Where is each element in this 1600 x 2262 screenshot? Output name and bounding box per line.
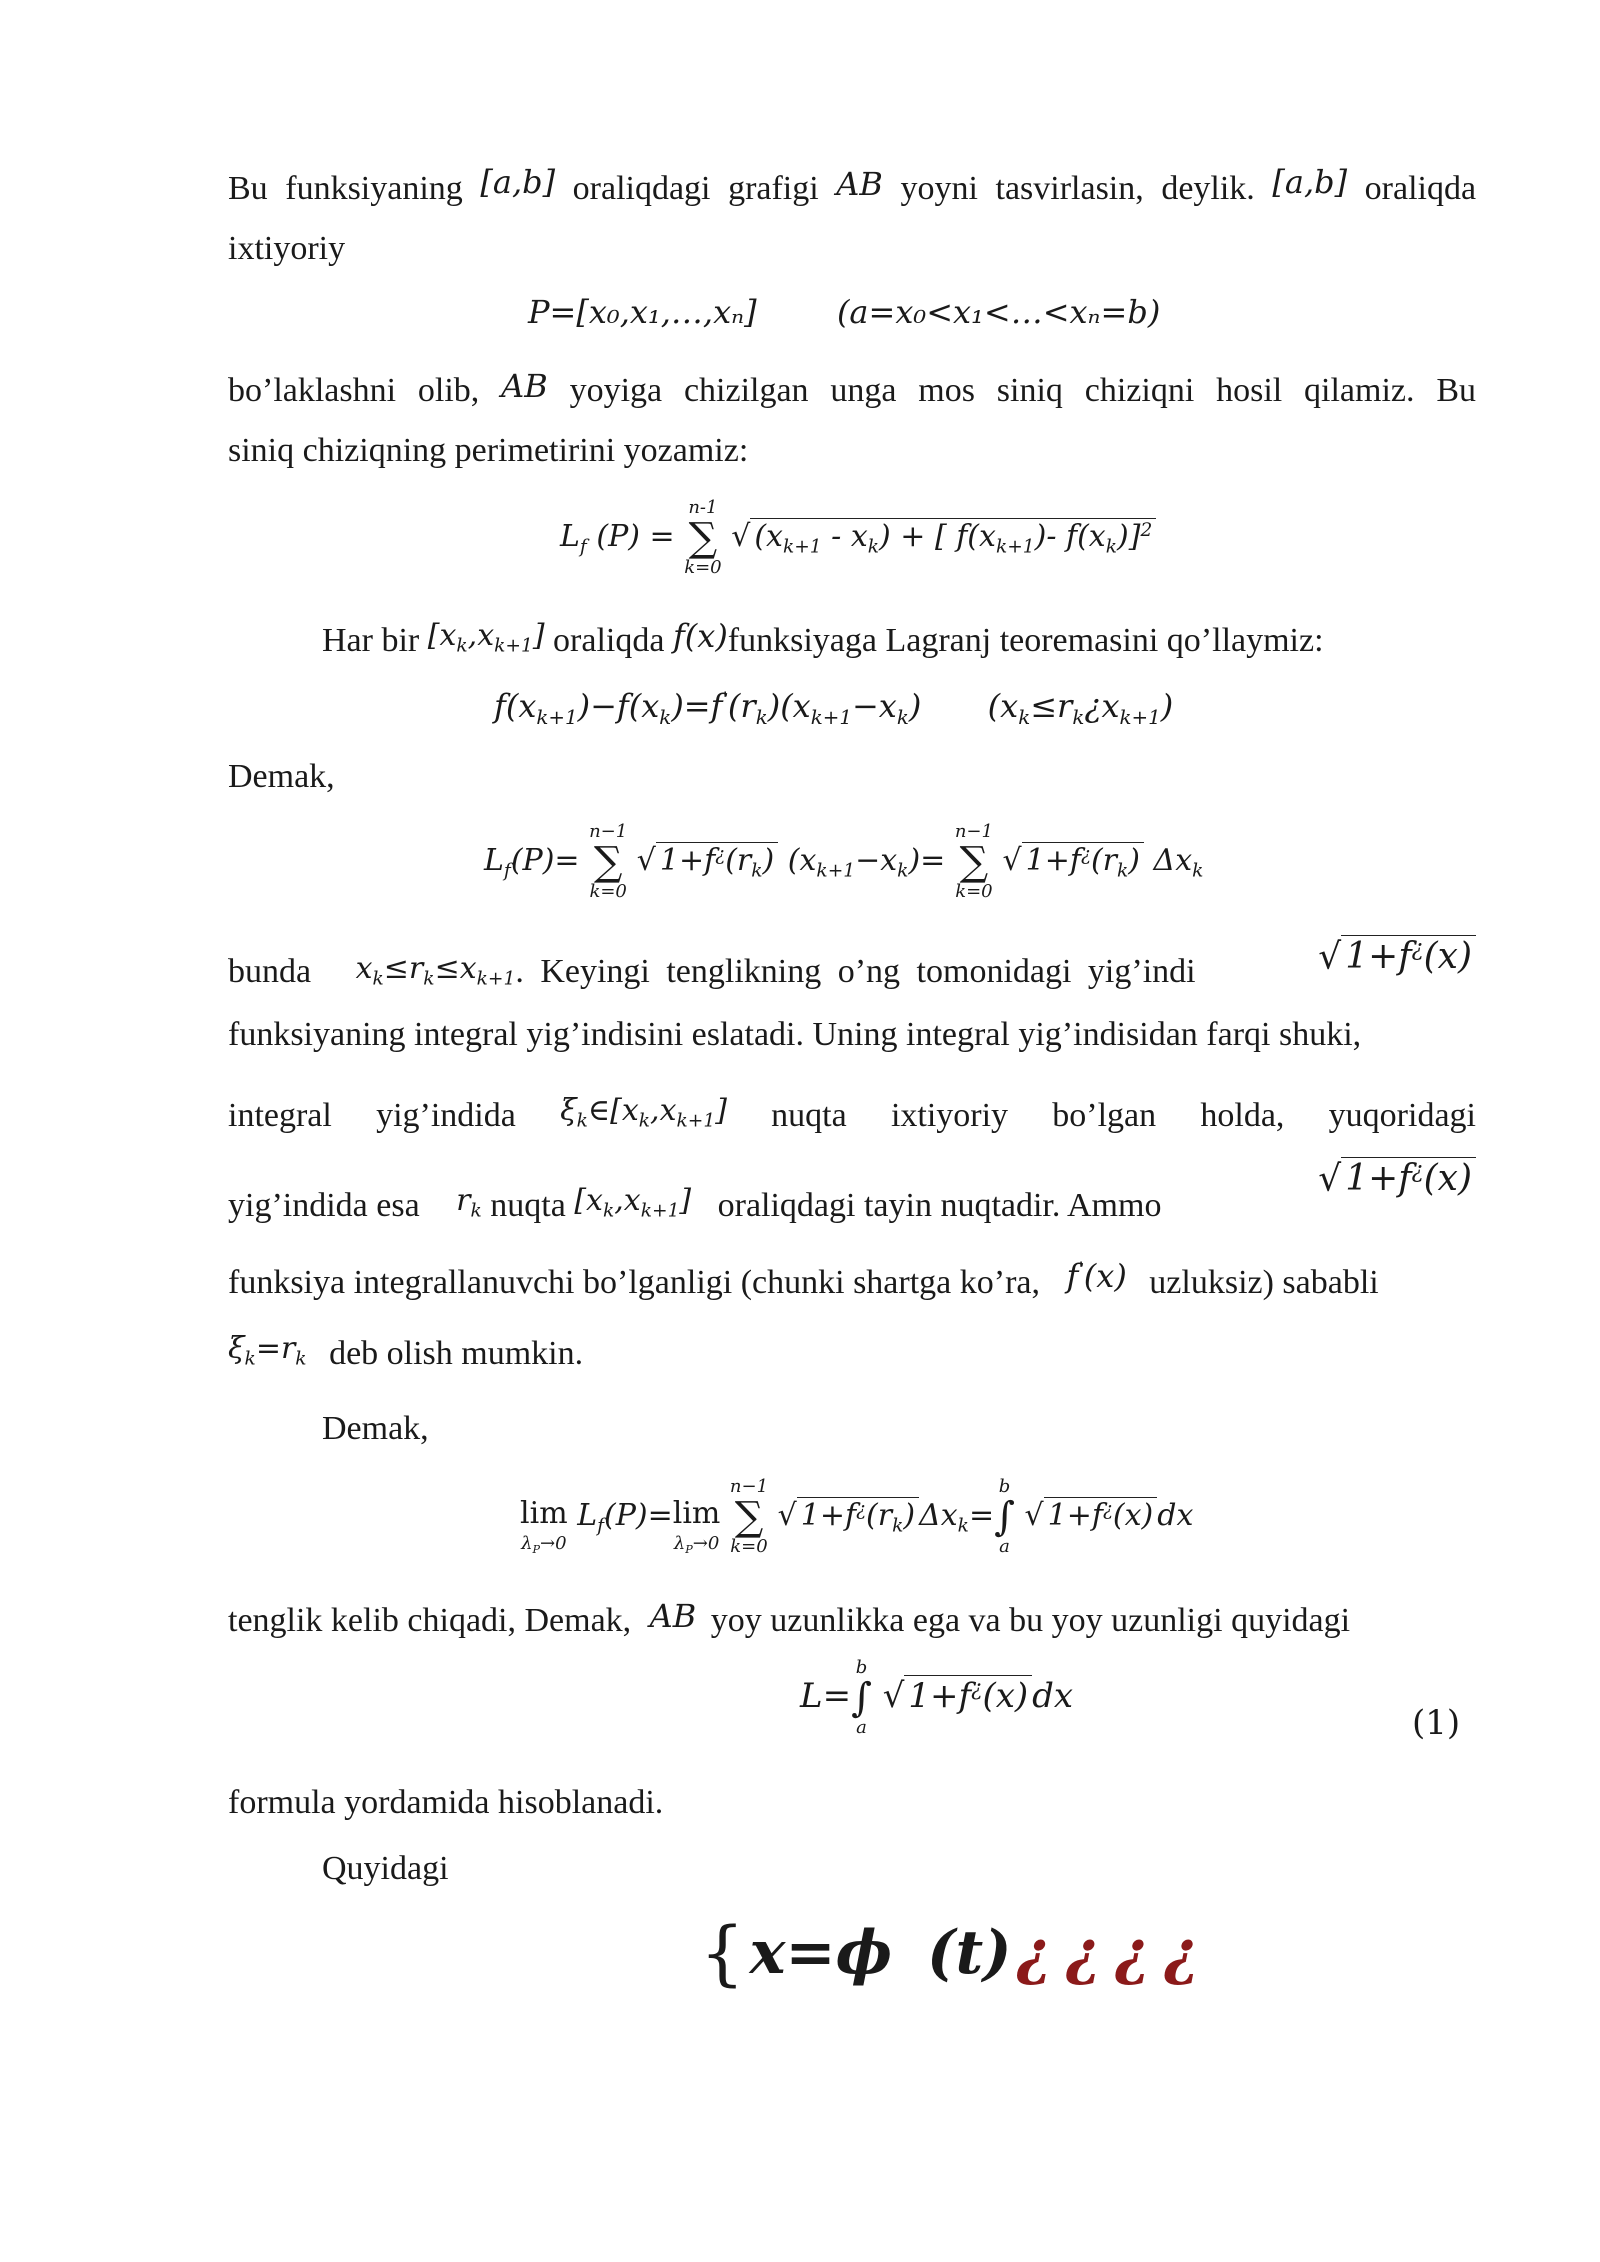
- text: uzluksiz) sababli: [1149, 1264, 1379, 1301]
- subscript: k: [957, 1515, 969, 1537]
- text: tenglik kelib chiqadi, Demak,: [228, 1602, 632, 1639]
- text: )−f(x: [577, 687, 660, 725]
- text: 1+f: [908, 1676, 972, 1716]
- text: Har bir: [322, 622, 420, 659]
- superscript: ¿: [715, 843, 726, 865]
- text: lim: [672, 1496, 721, 1531]
- subscript: k+1: [1119, 705, 1161, 729]
- text: ]: [715, 1093, 727, 1128]
- subscript: f: [579, 536, 587, 558]
- text: oraliqdagi tayin nuqtadir. Ammo: [717, 1187, 1162, 1224]
- subscript: k+1: [810, 705, 852, 729]
- text: ,x: [614, 1183, 641, 1218]
- paragraph-4-line-4: [228, 1158, 1476, 1224]
- paragraph-4-line-1: [228, 936, 1476, 990]
- radicand: [904, 1675, 1032, 1716]
- xi-membership: [560, 1093, 727, 1132]
- demak-1: Demak,: [228, 758, 335, 795]
- text: dx: [1032, 1676, 1074, 1716]
- sqrt-expression: √ 1+f¿(x): [1318, 1160, 1476, 1197]
- text: yig’indida esa: [228, 1187, 420, 1224]
- text: 1+f: [1047, 1497, 1103, 1533]
- text: Bu funksiyaning: [228, 170, 463, 207]
- subscript: k: [576, 1110, 588, 1132]
- text: ,x: [467, 618, 495, 653]
- integral-operator: b ∫ a: [994, 1475, 1015, 1557]
- function-fx: f(x): [672, 617, 728, 655]
- text: )- f(x: [1034, 519, 1106, 554]
- subscript: k: [423, 968, 435, 990]
- text: 1+f: [659, 843, 716, 878]
- text: (x: [787, 843, 817, 878]
- radicand: [656, 842, 778, 882]
- text: ): [762, 843, 775, 878]
- sum-operator-2: n−1 ∑ k=0: [954, 821, 993, 902]
- text: . Keyingi tenglikning o’ng tomonidagi yig’indi: [515, 953, 1196, 990]
- sum-lower: k=0: [955, 881, 993, 902]
- length-formula: L= b ∫ a √ 1+f¿(x) dx: [800, 1657, 1074, 1738]
- text: ): [1160, 687, 1174, 725]
- superscript: ¿: [856, 1498, 867, 1520]
- subscript: k+1: [476, 968, 516, 990]
- sum-lower: k=0: [730, 1535, 768, 1557]
- text: ,x: [650, 1093, 677, 1128]
- text: →0: [692, 1533, 720, 1554]
- text: (x): [982, 1676, 1029, 1716]
- sum-lower: k=0: [589, 881, 627, 902]
- text: (P)=: [604, 1497, 673, 1533]
- text: −x: [855, 843, 898, 878]
- radicand: [1044, 1497, 1158, 1533]
- text: nuqta ixtiyoriy bo’lgan holda, yuqoridagi: [771, 1097, 1476, 1134]
- limit-equation: lim $\lambda_P\to 0$ $L_f(P)=$ lim $\lambda_P\to 0$ n−1 ∑ k=0 √ $1+f^¿(r_k)$ $\Delta x_k=$ b ∫ a √ 1+f¿(x) dx: [520, 1474, 1193, 1560]
- text: )]: [1117, 519, 1141, 554]
- demak-2: Demak,: [322, 1410, 429, 1447]
- partition-set: P=[x₀,x₁,…,xₙ]: [528, 293, 757, 331]
- paragraph-1-line-2: ixtiyoriy: [228, 230, 346, 267]
- subscript: P: [685, 1542, 693, 1556]
- text: 1+f: [1345, 936, 1412, 978]
- text: bo’laklashni olib,: [228, 372, 480, 409]
- sum-operator: n-1 ∑ k=0: [684, 497, 722, 578]
- subscript: f: [597, 1515, 604, 1537]
- text: f: [1066, 1257, 1079, 1295]
- subscript: k+1: [536, 705, 578, 729]
- text: yoy uzunlikka ega va bu yoy uzunligi quyidagi: [710, 1602, 1351, 1639]
- paragraph-2-line-1: [228, 367, 1476, 409]
- perimeter-equation: $L_f$ (P) = n-1 ∑ k=0 √ $(x_{k+1} - x_k)$ + [ $f(x_{k+1})-$ $f(x_k)]^2$: [560, 498, 1156, 578]
- subscript: k: [456, 635, 468, 657]
- text: (x): [1083, 1257, 1127, 1295]
- equation-number: (1): [1412, 1703, 1461, 1743]
- text: funksiya integrallanuvchi bo’lganligi (chunki shartga ko’ra,: [228, 1264, 1040, 1301]
- superscript: ¿: [1102, 1498, 1113, 1520]
- f-prime-x: [1066, 1257, 1126, 1295]
- text: yoyiga chizilgan unga mos siniq chiziqni hosil qilamiz. Bu: [569, 372, 1476, 409]
- subscript: k: [1117, 860, 1129, 882]
- text: (r: [1090, 843, 1117, 878]
- param-x: x=ϕ (t): [749, 1918, 1012, 1988]
- paragraph-5: [228, 1597, 1351, 1639]
- sqrt-expression: √ 1+f¿(x): [1318, 938, 1476, 975]
- text: (P)=: [510, 843, 580, 878]
- subscript: k+1: [640, 1200, 680, 1222]
- superscript: ¿: [971, 1675, 983, 1701]
- radicand: [797, 1497, 919, 1537]
- partition-condition: (a=x₀<x₁<…<xₙ=b): [836, 293, 1161, 331]
- subscript: k: [602, 1200, 615, 1222]
- text: bunda: [228, 953, 312, 990]
- subscript: k: [638, 1110, 651, 1132]
- radicand: [750, 518, 1156, 558]
- paragraph-6: formula yordamida hisoblanadi.: [228, 1784, 664, 1821]
- paragraph-4-line-5: [228, 1257, 1498, 1301]
- sum-upper: n−1: [729, 1475, 769, 1497]
- text: integral yig’indida: [228, 1097, 516, 1134]
- text: lim: [520, 1496, 568, 1531]
- text: λ: [521, 1533, 533, 1554]
- text: (x): [1423, 936, 1472, 978]
- subscript: k: [372, 968, 384, 990]
- subscript: k: [751, 860, 763, 882]
- text: λ: [673, 1533, 686, 1554]
- text: (r: [727, 687, 756, 725]
- integral-upper: b: [855, 1657, 868, 1678]
- paragraph-1-line-1: [228, 163, 1477, 207]
- sum-operator: n−1 ∑ k=0: [729, 1475, 769, 1557]
- subscript: k+1: [995, 536, 1035, 558]
- text: (x): [1112, 1497, 1154, 1533]
- superscript: ': [722, 688, 728, 712]
- text: yoyni tasvirlasin, deylik.: [900, 170, 1255, 207]
- text: ]: [532, 618, 545, 653]
- subscript: k: [1018, 705, 1031, 729]
- arc-ab: AB: [649, 1597, 697, 1635]
- paragraph-7: Quyidagi: [322, 1850, 449, 1887]
- text: −x: [851, 687, 897, 725]
- text: [x: [427, 618, 457, 653]
- subscript: P: [532, 1542, 541, 1556]
- text: f(x: [494, 687, 537, 725]
- text: (x: [987, 687, 1019, 725]
- integral-lower: a: [999, 1535, 1010, 1557]
- sum-lower: k=0: [684, 557, 722, 578]
- render-artifact: ¿¿¿¿: [1016, 1918, 1214, 1988]
- text: (x: [754, 519, 783, 554]
- text: 1+f: [1025, 843, 1081, 878]
- text: oraliqdagi grafigi: [572, 170, 819, 207]
- text: (r: [866, 1497, 893, 1533]
- text: deb olish mumkin.: [329, 1335, 584, 1372]
- text: (x): [1423, 1158, 1472, 1200]
- text: ]: [679, 1183, 692, 1218]
- text: →0: [540, 1533, 567, 1554]
- text: oraliqda: [553, 622, 665, 659]
- text: )(x: [767, 687, 811, 725]
- paragraph-4-line-3: [228, 1093, 1476, 1134]
- subscript: k: [1192, 860, 1204, 882]
- subscript: k: [295, 1348, 307, 1370]
- text: funksiyaga Lagranj teoremasini qo’llaymiz:: [727, 622, 1324, 659]
- superscript: 2: [1140, 519, 1153, 541]
- superscript: ¿: [1411, 1158, 1424, 1184]
- brace: {: [700, 1912, 745, 1994]
- text: r: [456, 1183, 471, 1218]
- sum-operator: n−1 ∑ k=0: [589, 821, 628, 902]
- lagrange-equation: [494, 687, 1174, 729]
- text: x: [355, 951, 373, 986]
- text: nuqta: [490, 1187, 566, 1224]
- subscript: k+1: [816, 860, 856, 882]
- subscript: f: [503, 860, 511, 882]
- text: L: [484, 843, 504, 878]
- subscript: k: [867, 536, 880, 558]
- subscript: k: [659, 705, 672, 729]
- sum-upper: n−1: [589, 821, 628, 842]
- subscript: k: [892, 1515, 904, 1537]
- subscript: k: [1072, 705, 1085, 729]
- limit-operator: [520, 1474, 568, 1560]
- interval-ab: [a,b]: [1272, 163, 1348, 201]
- subscript: k: [897, 860, 909, 882]
- partition-equation: [528, 293, 1161, 331]
- text: Δx: [1153, 843, 1193, 878]
- text: ξ: [228, 1331, 245, 1366]
- superscript: ': [1078, 1258, 1084, 1282]
- text: ): [1128, 843, 1140, 878]
- interval-ab: [a,b]: [480, 163, 556, 201]
- text: =r: [255, 1331, 296, 1366]
- integral-upper: b: [998, 1475, 1011, 1497]
- text: ≤x: [434, 951, 477, 986]
- text: oraliqda: [1364, 170, 1477, 207]
- text: ¿x: [1084, 687, 1120, 725]
- text: ∈[x: [587, 1093, 639, 1128]
- subscript: k+1: [782, 536, 822, 558]
- limit-operator-2: [673, 1474, 721, 1560]
- subscript: k+1: [676, 1110, 716, 1132]
- text: ) + [ f(x: [879, 519, 996, 554]
- text: dx: [1157, 1497, 1194, 1533]
- superscript: ¿: [1411, 936, 1424, 962]
- text: )=f: [671, 687, 723, 725]
- subscript: k+1: [494, 635, 533, 657]
- text: ≤r: [1030, 687, 1073, 725]
- text: 1+f: [800, 1497, 857, 1533]
- text: L=: [800, 1676, 852, 1716]
- text: ): [908, 687, 922, 725]
- sum-equation: $L_f(P)=$ n−1 ∑ k=0 √ $1+f^¿(r_k)$ $(x_{k+1}-x_k)=$ n−1 ∑ k=0 √ $1+f^¿(r_k)$ $\Delta x_k$: [484, 821, 1204, 902]
- sum-upper: n−1: [954, 821, 993, 842]
- superscript: ¿: [1080, 843, 1091, 865]
- paragraph-2-line-2: siniq chiziqning perimetirini yozamiz:: [228, 432, 749, 469]
- text: L: [577, 1497, 598, 1533]
- xi-equals-r: [228, 1331, 307, 1370]
- integral-lower: a: [856, 1717, 867, 1738]
- text: Δx: [919, 1497, 958, 1533]
- text: ): [903, 1497, 916, 1533]
- text: 1+f: [1345, 1158, 1412, 1200]
- radicand: [1022, 842, 1144, 882]
- interval-xk: [574, 1183, 692, 1222]
- paragraph-3: [322, 617, 1324, 659]
- arc-ab: AB: [501, 367, 548, 405]
- rk: [456, 1183, 482, 1222]
- perimeter-symbol: L: [560, 519, 580, 554]
- paragraph-4-line-2: funksiyaning integral yig’indisini eslatadi. Uning integral yig’indisidan farqi shuki,: [228, 1016, 1362, 1053]
- sum-upper: n-1: [688, 497, 718, 518]
- arc-ab: AB: [836, 165, 883, 203]
- inequality-xk: [355, 951, 516, 990]
- interval-xk: [427, 618, 545, 657]
- subscript: k: [1105, 536, 1118, 558]
- text: )=: [908, 843, 946, 878]
- text: (P) =: [596, 519, 675, 554]
- paragraph-4-line-6: [228, 1331, 584, 1372]
- parametric-equation: [700, 1912, 1214, 1994]
- text: [x: [574, 1183, 603, 1218]
- text: ξ: [560, 1093, 577, 1128]
- text: ≤r: [383, 951, 424, 986]
- text: (r: [725, 843, 752, 878]
- subscript: k: [896, 705, 909, 729]
- subscript: k: [755, 705, 768, 729]
- subscript: k: [470, 1200, 482, 1222]
- text: - x: [821, 519, 868, 554]
- subscript: k: [244, 1348, 256, 1370]
- text: =: [968, 1497, 995, 1533]
- integral-operator: b ∫ a: [851, 1657, 872, 1738]
